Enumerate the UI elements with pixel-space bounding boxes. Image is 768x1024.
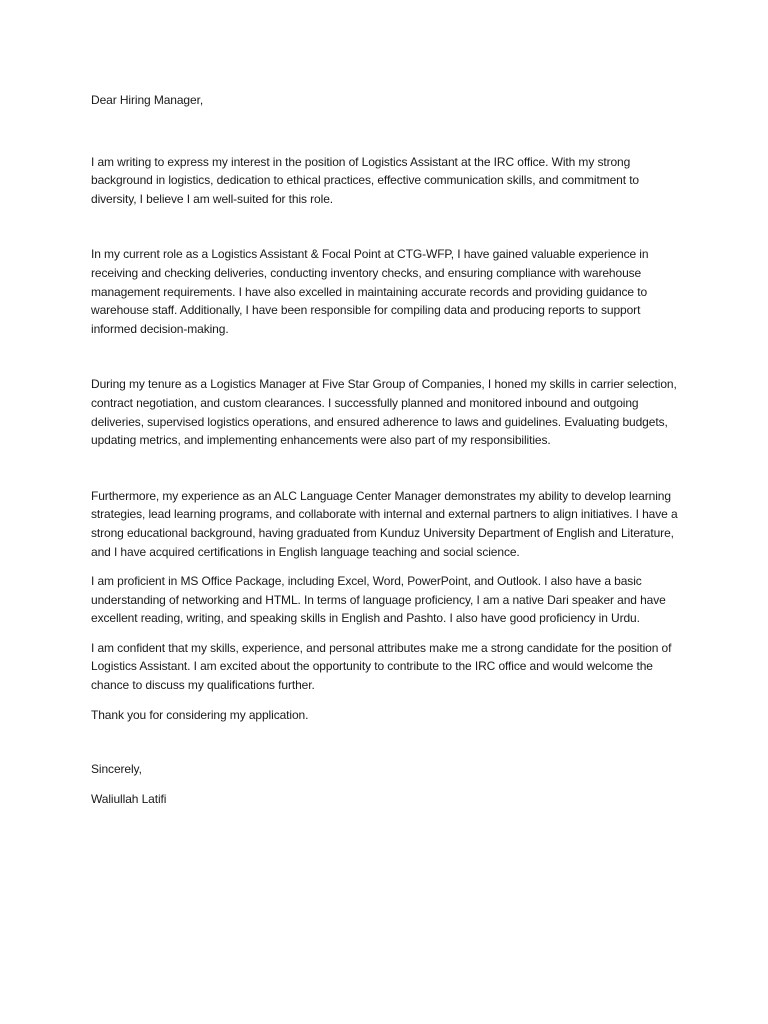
letter-paragraph-confidence: I am confident that my skills, experience, and personal attributes make me a strong candidate for the position of Logistics Assistant. I am excited about the opportunity to contribute to the IRC office and would welcome the chance to discuss my qualifications further.: [91, 640, 672, 693]
letter-sign-off: Sincerely,: [91, 762, 142, 777]
letter-signature-name: Waliullah Latifi: [91, 791, 167, 806]
letter-greeting: Dear Hiring Manager,: [91, 93, 204, 107]
letter-paragraph-previous-role: During my tenure as a Logistics Manager at Five Star Group of Companies, I honed my skills in carrier selection, contract negotiation, and custom clearances. I successfully planned and monitored inbound and outgoing deliveries, supervised logistics operations, and ensured adherence to laws and guidelines. Evaluating budgets, updating metrics, and implementing enhancements were also part of my responsibilities.: [91, 377, 677, 448]
letter-paragraph-current-role: In my current role as a Logistics Assistant & Focal Point at CTG-WFP, I have gained valuable experience in receiving and checking deliveries, conducting inventory checks, and ensuring compliance with warehouse management requirements. I have also excelled in maintaining accurate records and providing guidance to warehouse staff. Additionally, I have been responsible for compiling data and producing reports to support informed decision-making.: [91, 247, 649, 336]
letter-paragraph-skills: I am proficient in MS Office Package, including Excel, Word, PowerPoint, and Outlook. I also have a basic understanding of networking and HTML. In terms of language proficiency, I am a native Dari speaker and have excellent reading, writing, and speaking skills in English and Pashto. I also have good proficiency in Urdu.: [91, 574, 666, 626]
letter-paragraph-thanks: Thank you for considering my application.: [91, 707, 309, 722]
letter-paragraph-intro: I am writing to express my interest in the position of Logistics Assistant at the IRC office. With my strong background in logistics, dedication to ethical practices, effective communication skills, and commitment to diversity, I believe I am well-suited for this role.: [91, 154, 640, 206]
letter-paragraph-language-center: Furthermore, my experience as an ALC Language Center Manager demonstrates my ability to develop learning strategies, lead learning programs, and collaborate with internal and external partners to align initiatives. I have a strong educational background, having graduated from Kunduz University Department of English and Literature, and I have acquired certifications in English language teaching and social science.: [91, 488, 678, 559]
cover-letter: [91, 91, 683, 808]
